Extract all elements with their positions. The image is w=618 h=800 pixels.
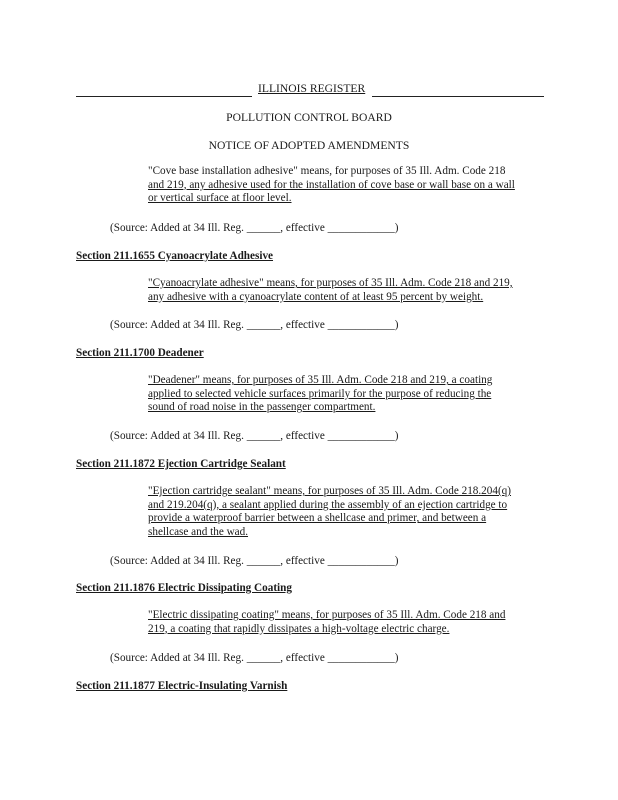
definition-line: and 219, any adhesive used for the installation of cove base or wall base on a wall xyxy=(148,178,515,191)
section-heading: Section 211.1655 Cyanoacrylate Adhesive xyxy=(76,250,274,262)
definition-line: "Cove base installation adhesive" means, for purposes of 35 Ill. Adm. Code 218 xyxy=(148,165,506,177)
definition-line: "Deadener" means, for purposes of 35 Ill. Adm. Code 218 and 219, a coating xyxy=(148,374,493,386)
definition-line: "Ejection cartridge sealant" means, for purposes of 35 Ill. Adm. Code 218.204(q) xyxy=(148,485,512,497)
notice-title: NOTICE OF ADOPTED AMENDMENTS xyxy=(208,139,410,152)
definition-deadener xyxy=(148,374,548,415)
source-note: (Source: Added at 34 Ill. Reg. ______, effective ____________) xyxy=(110,555,399,567)
header-rule-right xyxy=(372,96,544,97)
definition-line: applied to selected vehicle surfaces primarily for the purpose of reducing the xyxy=(148,387,492,400)
source-note: (Source: Added at 34 Ill. Reg. ______, effective ____________) xyxy=(110,652,399,664)
board-title: POLLUTION CONTROL BOARD xyxy=(226,111,392,124)
definition-ejection-cartridge-sealant xyxy=(148,485,548,539)
source-note: (Source: Added at 34 Ill. Reg. ______, effective ____________) xyxy=(110,222,399,234)
definition-line: any adhesive with a cyanoacrylate content of at least 95 percent by weight. xyxy=(148,290,484,303)
section-heading: Section 211.1876 Electric Dissipating Coating xyxy=(76,582,292,594)
definition-line: 219, a coating that rapidly dissipates a high-voltage electric charge. xyxy=(148,622,450,635)
definition-line: "Electric dissipating coating" means, for purposes of 35 Ill. Adm. Code 218 and xyxy=(148,609,506,621)
header-register-title: ILLINOIS REGISTER xyxy=(258,82,366,95)
section-heading: Section 211.1700 Deadener xyxy=(76,347,204,359)
header-rule-left xyxy=(76,96,252,97)
section-heading: Section 211.1877 Electric-Insulating Varnish xyxy=(76,680,288,692)
definition-line: provide a waterproof barrier between a shellcase and primer, and between a xyxy=(148,512,487,525)
definition-electric-dissipating-coating xyxy=(148,609,548,636)
definition-line: and 219.204(q), a sealant applied during the assembly of an ejection cartridge to xyxy=(148,498,508,511)
definition-cyanoacrylate xyxy=(148,277,548,304)
source-note: (Source: Added at 34 Ill. Reg. ______, effective ____________) xyxy=(110,430,399,442)
source-note: (Source: Added at 34 Ill. Reg. ______, effective ____________) xyxy=(110,319,399,331)
section-heading: Section 211.1872 Ejection Cartridge Sealant xyxy=(76,458,286,470)
definition-line: shellcase and the wad. xyxy=(148,525,249,538)
definition-line: sound of road noise in the passenger compartment. xyxy=(148,401,376,414)
definition-line: "Cyanoacrylate adhesive" means, for purposes of 35 Ill. Adm. Code 218 and 219, xyxy=(148,277,513,289)
definition-line: or vertical surface at floor level. xyxy=(148,192,292,205)
definition-cove-base xyxy=(148,165,548,206)
